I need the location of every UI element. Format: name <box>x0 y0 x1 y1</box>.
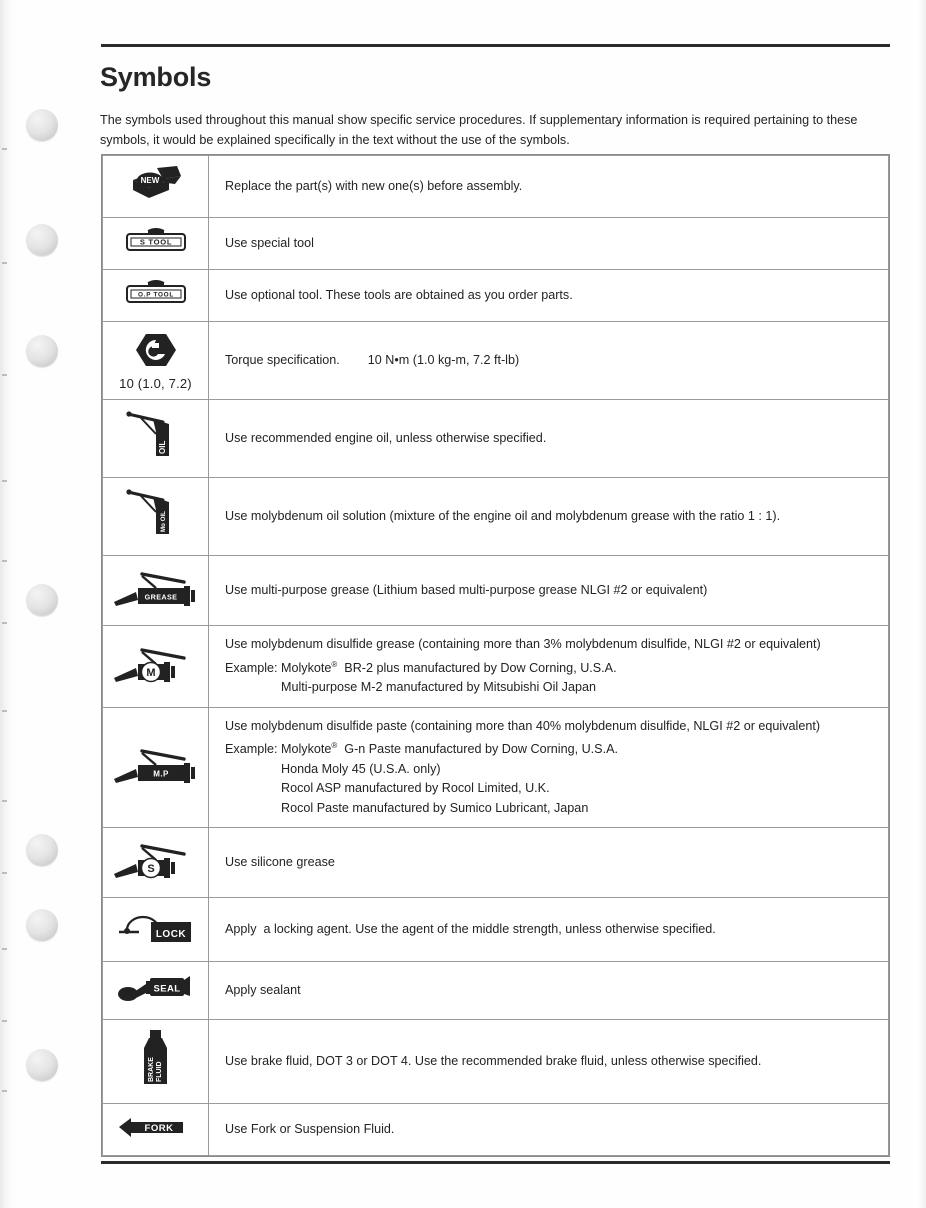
symbol-icon-cell <box>103 828 209 898</box>
symbol-description: Replace the part(s) with new one(s) before assembly. <box>225 178 523 193</box>
symbol-icon-cell <box>103 270 209 322</box>
footer-rule <box>101 1161 890 1164</box>
multipurpose-grease-gun-icon <box>112 564 200 612</box>
binder-hole <box>26 335 58 367</box>
example-line: BR-2 plus manufactured by Dow Corning, U.S.A. <box>337 660 617 675</box>
table-row <box>103 1020 889 1104</box>
margin-tick <box>2 948 7 950</box>
example-label: Example: Molykote <box>225 660 332 675</box>
symbol-icon-cell <box>103 1020 209 1104</box>
fork-fluid-icon <box>117 1112 195 1142</box>
table-row <box>103 962 889 1020</box>
example-label: Example: Molykote <box>225 742 332 757</box>
symbol-description: Apply a locking agent. Use the agent of the middle strength, unless otherwise specified. <box>225 922 716 937</box>
symbol-description: Use brake fluid, DOT 3 or DOT 4. Use the recommended brake fluid, unless otherwise specified. <box>225 1054 762 1069</box>
symbol-description-cell <box>209 707 889 828</box>
sealant-tube-icon <box>116 970 196 1006</box>
symbol-description: Use molybdenum disulfide paste (containing more than 40% molybdenum disulfide, NLGI #2 or equivalent) <box>225 718 821 733</box>
registered-mark-icon: ® <box>331 741 338 751</box>
margin-tick <box>2 1020 7 1022</box>
svg-text:M: M <box>145 666 156 679</box>
moly-grease-gun-icon <box>112 640 200 688</box>
symbol-description: Use Fork or Suspension Fluid. <box>225 1122 395 1137</box>
example-line: Rocol Paste manufactured by Sumico Lubricant, Japan <box>281 800 589 815</box>
symbol-description: Torque specification. 10 N•m (1.0 kg-m, 7.2 ft-lb) <box>225 352 520 367</box>
symbol-description: Use silicone grease <box>225 855 335 870</box>
symbol-icon-cell <box>103 626 209 708</box>
symbol-description-cell <box>209 1104 889 1156</box>
symbol-icon-cell <box>103 962 209 1020</box>
symbol-icon-cell <box>103 156 209 218</box>
table-row <box>103 828 889 898</box>
symbol-description-cell <box>209 156 889 218</box>
table-row <box>103 707 889 828</box>
svg-text:FORK: FORK <box>144 1123 173 1135</box>
symbol-description-cell <box>209 898 889 962</box>
margin-tick <box>2 148 7 150</box>
svg-text:S TOOL: S TOOL <box>139 237 172 247</box>
symbol-icon-cell <box>103 400 209 478</box>
svg-text:GREASE: GREASE <box>144 592 177 602</box>
margin-tick <box>2 622 7 624</box>
symbol-icon-cell <box>103 1104 209 1156</box>
example-first-line <box>225 736 874 760</box>
page-right-edge <box>916 0 926 1208</box>
table-row <box>103 1104 889 1156</box>
margin-tick <box>2 872 7 874</box>
brake-fluid-bottle-icon <box>136 1028 176 1090</box>
symbol-description-cell <box>209 556 889 626</box>
margin-tick <box>2 374 7 376</box>
moly-paste-gun-icon <box>112 741 200 789</box>
svg-text:O.P TOOL: O.P TOOL <box>137 291 174 299</box>
table-row <box>103 556 889 626</box>
header-rule <box>101 44 890 47</box>
torque-nut-icon <box>135 330 177 370</box>
example-first-line <box>225 655 874 679</box>
binder-hole <box>26 584 58 616</box>
svg-text:LOCK: LOCK <box>155 929 186 941</box>
page-title: Symbols <box>100 62 212 92</box>
torque-value-label: 10 (1.0, 7.2) <box>119 376 192 391</box>
symbol-icon-cell <box>103 218 209 270</box>
margin-tick <box>2 800 7 802</box>
symbol-description-cell <box>209 962 889 1020</box>
symbol-description: Use molybdenum disulfide grease (containing more than 3% molybdenum disulfide, NLGI #2 or equivalent) <box>225 637 821 651</box>
svg-text:Mo OIL: Mo OIL <box>159 511 167 532</box>
table-row <box>103 218 889 270</box>
table-row <box>103 400 889 478</box>
symbols-table <box>101 154 890 1157</box>
symbol-description-cell <box>209 322 889 400</box>
binder-hole <box>26 909 58 941</box>
silicone-grease-gun-icon <box>112 836 200 884</box>
example-line: Rocol ASP manufactured by Rocol Limited, U.K. <box>281 781 550 796</box>
binder-hole <box>26 1049 58 1081</box>
margin-tick <box>2 1090 7 1092</box>
symbol-icon-cell <box>103 556 209 626</box>
symbol-icon-cell <box>103 707 209 828</box>
example-line: G-n Paste manufactured by Dow Corning, U.S.A. <box>337 742 618 757</box>
special-tool-icon <box>118 226 194 256</box>
symbol-description: Use multi-purpose grease (Lithium based multi-purpose grease NLGI #2 or equivalent) <box>225 582 708 597</box>
symbol-icon-cell <box>103 322 209 400</box>
svg-text:FLUID: FLUID <box>155 1061 163 1083</box>
engine-oil-can-icon <box>125 408 187 464</box>
svg-text:SEAL: SEAL <box>153 983 180 995</box>
binder-hole <box>26 224 58 256</box>
locking-agent-icon <box>117 906 195 948</box>
symbol-description: Use molybdenum oil solution (mixture of the engine oil and molybdenum grease with the ratio 1 : 1). <box>225 508 781 523</box>
symbol-description: Use special tool <box>225 235 314 250</box>
symbol-description-cell <box>209 626 889 708</box>
svg-text:S: S <box>146 863 155 876</box>
table-row <box>103 898 889 962</box>
symbol-description: Use recommended engine oil, unless otherwise specified. <box>225 430 547 445</box>
symbol-description-cell <box>209 270 889 322</box>
symbol-description-cell <box>209 1020 889 1104</box>
symbol-description-cell <box>209 478 889 556</box>
symbol-description: Apply sealant <box>225 983 301 998</box>
table-row <box>103 156 889 218</box>
symbol-description-cell <box>209 828 889 898</box>
svg-text:NEW: NEW <box>140 176 159 185</box>
symbol-icon-cell <box>103 478 209 556</box>
svg-text:M.P: M.P <box>152 769 169 779</box>
table-row <box>103 270 889 322</box>
registered-mark-icon: ® <box>331 659 338 669</box>
example-line: Honda Moly 45 (U.S.A. only) <box>281 761 441 776</box>
binder-hole <box>26 834 58 866</box>
svg-text:BRAKE: BRAKE <box>147 1057 155 1083</box>
margin-tick <box>2 710 7 712</box>
intro-paragraph: The symbols used throughout this manual show specific service procedures. If supplementary information is required pertaining to these symbols, it would be explained specifically in the text without the use of the symbols. <box>100 113 858 147</box>
table-row <box>103 322 889 400</box>
example-line: Multi-purpose M-2 manufactured by Mitsubishi Oil Japan <box>281 680 596 695</box>
symbol-icon-cell <box>103 898 209 962</box>
margin-tick <box>2 560 7 562</box>
symbol-description-cell <box>209 218 889 270</box>
page-left-edge <box>0 0 14 1208</box>
binder-hole <box>26 109 58 141</box>
symbol-description-cell <box>209 400 889 478</box>
svg-text:OIL: OIL <box>157 440 167 454</box>
new-part-box-icon <box>127 164 185 204</box>
margin-tick <box>2 480 7 482</box>
margin-tick <box>2 262 7 264</box>
optional-tool-icon <box>118 278 194 308</box>
molybdenum-oil-can-icon <box>125 486 187 542</box>
table-row <box>103 626 889 708</box>
table-row <box>103 478 889 556</box>
symbol-description: Use optional tool. These tools are obtained as you order parts. <box>225 287 573 302</box>
